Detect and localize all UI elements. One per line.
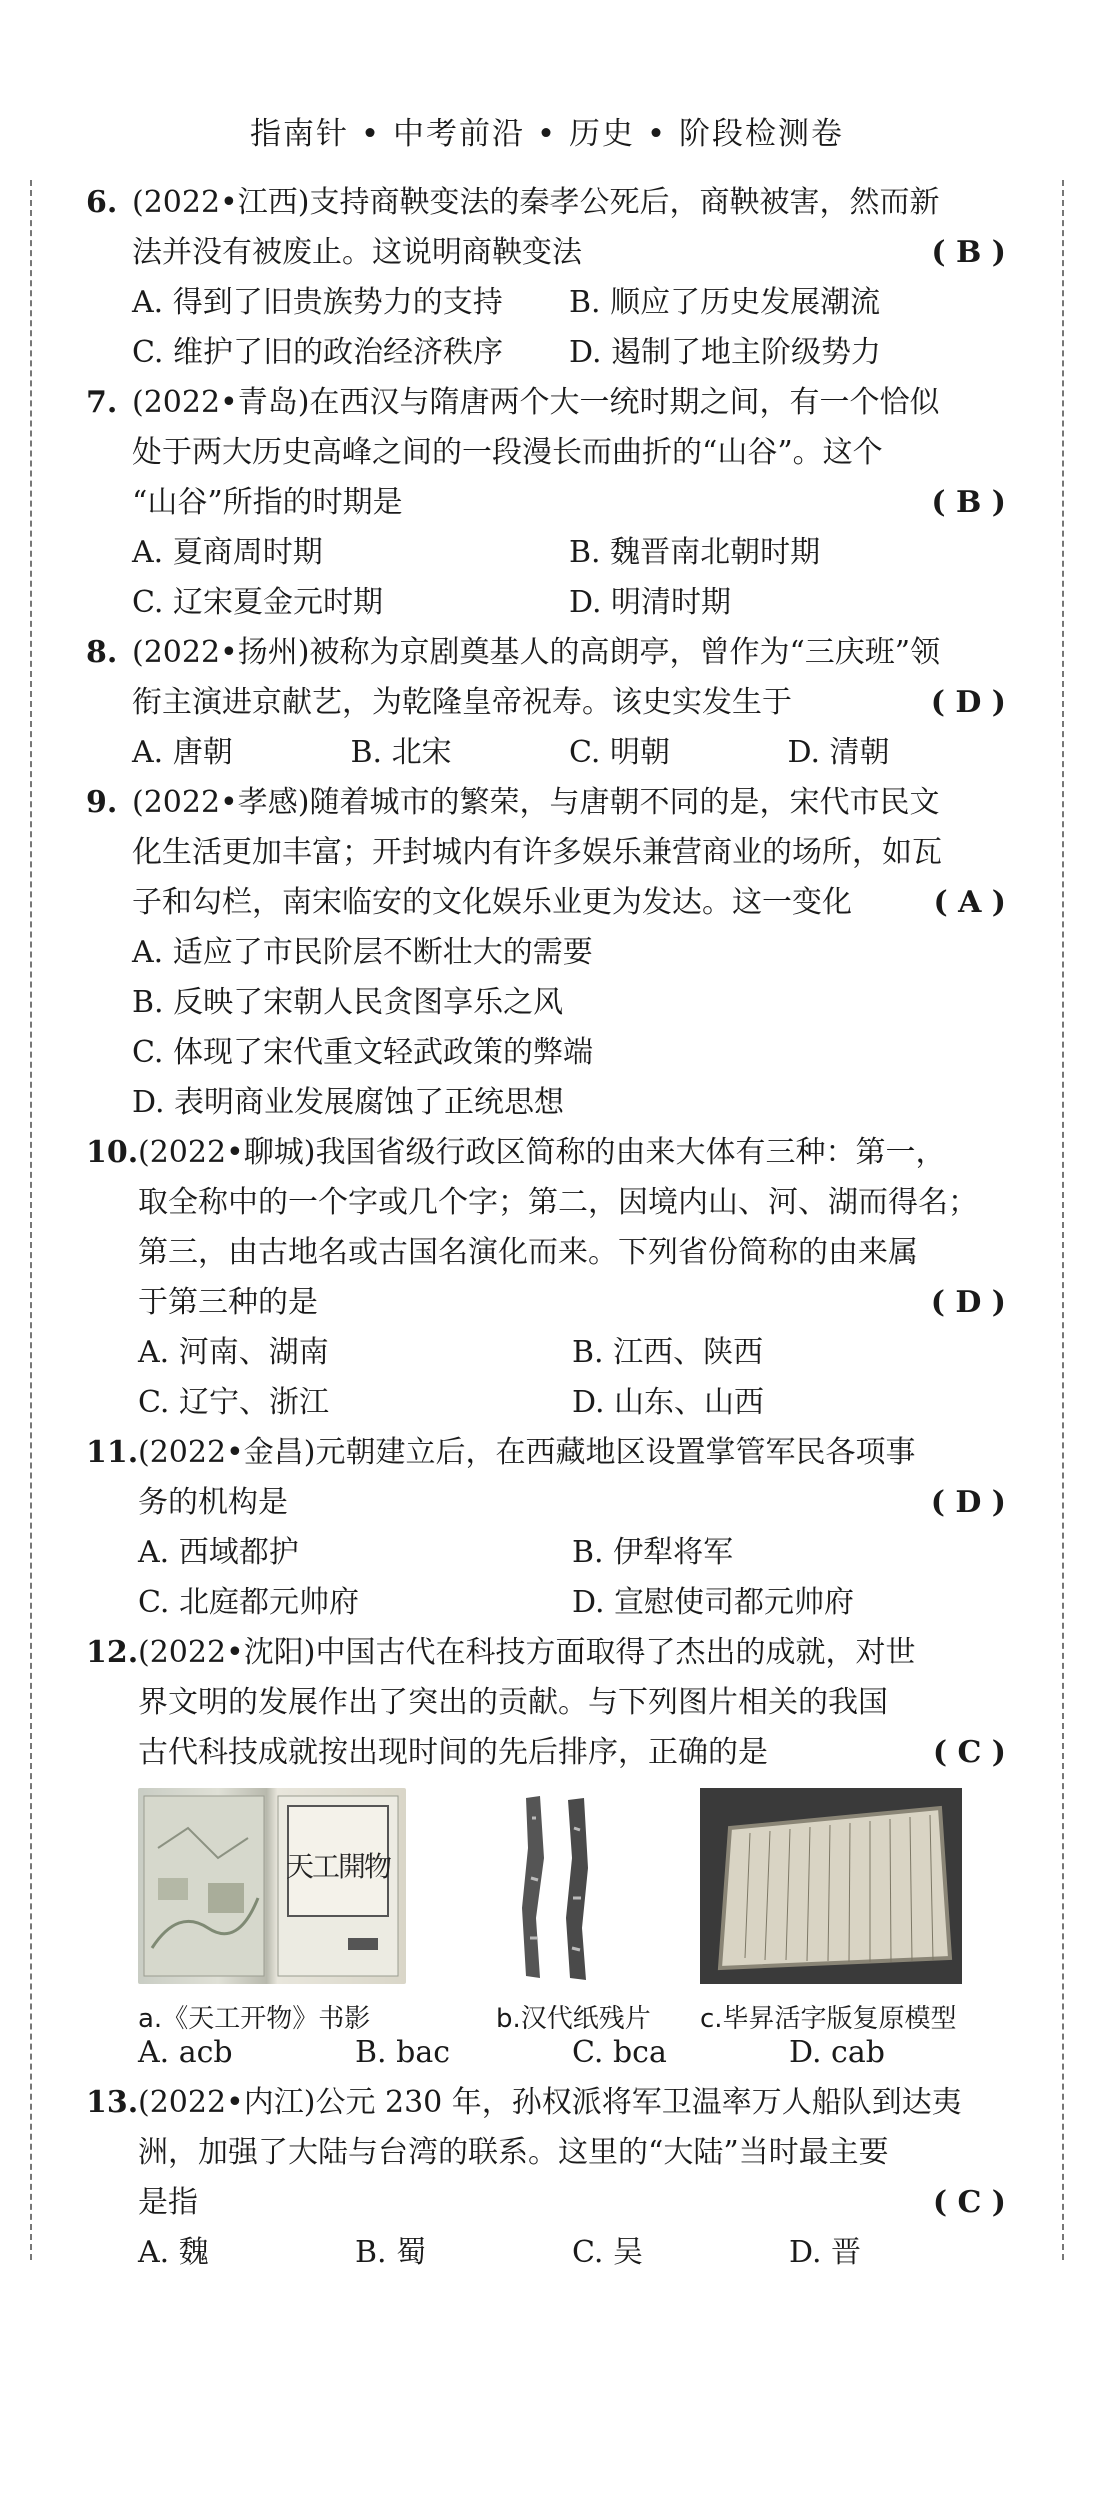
question-number: 6. [86,185,118,220]
question-line: 洲，加强了大陆与台湾的联系。这里的“大陆”当时最主要 [138,2135,889,2170]
option-c: C. 吴 [572,2235,643,2270]
question-line [86,1728,1006,1778]
option-d: D. 遏制了地主阶级势力 [569,335,882,370]
question-line: (2022•聊城)我国省级行政区简称的由来大体有三种：第一， [138,1135,946,1170]
question-line: (2022•江西)支持商鞅变法的秦孝公死后，商鞅被害，然而新 [132,185,940,220]
right-binding-line [1062,180,1064,2260]
option-b: B. 顺应了历史发展潮流 [569,285,881,320]
question-number: 8. [86,635,118,670]
question-7 [86,378,1006,628]
question-line: (2022•青岛)在西汉与隋唐两个大一统时期之间，有一个恰似 [132,385,940,420]
option-b: B. 江西、陕西 [572,1335,764,1370]
options [86,2228,1006,2278]
figure-row [86,1788,1006,2034]
answer: ( B ) [931,235,1006,270]
options [86,1328,1006,1428]
option-c: C. 明朝 [569,735,670,770]
option-a: A. 唐朝 [132,735,233,770]
answer: ( D ) [930,685,1006,720]
option-c: C. bca [572,2035,667,2070]
option-d: D. cab [789,2035,885,2070]
option-b: B. 伊犁将军 [572,1535,734,1570]
question-13 [86,2078,1006,2278]
question-line [86,478,1006,528]
question-line: 取全称中的一个字或几个字；第二，因境内山、河、湖而得名； [138,1185,978,1220]
question-list [86,178,1006,2278]
options [86,528,1006,628]
question-line: 化生活更加丰富；开封城内有许多娱乐兼营商业的场所，如瓦 [132,835,942,870]
question-number: 7. [86,385,118,420]
question-number: 10. [86,1135,139,1170]
tiangong-kaiwu-book-image [138,1788,406,1984]
options [86,1528,1006,1628]
question-number: 13. [86,2085,139,2120]
option-d: D. 山东、山西 [572,1385,765,1420]
option-a: A. 得到了旧贵族势力的支持 [132,285,503,320]
question-line [86,1478,1006,1528]
question-number: 11. [86,1435,139,1470]
question-12 [86,1628,1006,2078]
option-b: B. 魏晋南北朝时期 [569,535,821,570]
question-line-text: “山谷”所指的时期是 [132,485,403,520]
question-number: 9. [86,785,118,820]
question-line-text: 于第三种的是 [138,1285,318,1320]
option-d: D. 清朝 [787,735,890,770]
figure-c [616,1788,962,2034]
option-d: D. 明清时期 [569,585,732,620]
question-line [86,2178,1006,2228]
answer: ( C ) [932,2185,1006,2220]
option-a: A. 西域都护 [138,1535,299,1570]
answer: ( A ) [933,885,1006,920]
option-a: A. 适应了市民阶层不断壮大的需要 [132,935,593,970]
question-line [86,878,1006,928]
question-line-text: 古代科技成就按出现时间的先后排序，正确的是 [138,1735,768,1770]
option-c: C. 体现了宋代重文轻武政策的弊端 [132,1035,593,1070]
option-c: C. 维护了旧的政治经济秩序 [132,335,503,370]
option-a: A. 夏商周时期 [132,535,323,570]
figure-caption: a.《天工开物》书影 [138,2004,371,2034]
answer: ( B ) [931,485,1006,520]
option-d: D. 表明商业发展腐蚀了正统思想 [132,1085,565,1120]
han-paper-fragment-image [496,1788,616,1984]
answer: ( D ) [930,1285,1006,1320]
figure-b [406,1788,651,2034]
options [86,728,1006,778]
book-cover-title: 天工開物 [285,1850,391,1883]
question-line: (2022•内江)公元 230 年，孙权派将军卫温率万人船队到达夷 [138,2085,962,2120]
question-line [86,1278,1006,1328]
question-line: 界文明的发展作出了突出的贡献。与下列图片相关的我国 [138,1685,888,1720]
movable-type-model-image [700,1788,962,1984]
option-a: A. acb [138,2035,233,2070]
question-number: 12. [86,1635,139,1670]
question-line: (2022•扬州)被称为京剧奠基人的高朗亭，曾作为“三庆班”领 [132,635,941,670]
option-c: C. 辽宁、浙江 [138,1385,329,1420]
option-b: B. 蜀 [355,2235,427,2270]
question-9 [86,778,1006,1128]
question-line-text: 衔主演进京献艺，为乾隆皇帝祝寿。该史实发生于 [132,685,792,720]
option-b: B. 北宋 [350,735,452,770]
option-d: D. 宣慰使司都元帅府 [572,1585,855,1620]
option-a: A. 魏 [138,2235,209,2270]
question-8 [86,628,1006,778]
question-line-text: 务的机构是 [138,1485,288,1520]
option-b: B. 反映了宋朝人民贪图享乐之风 [132,985,564,1020]
question-6 [86,178,1006,378]
question-line-text: 法并没有被废止。这说明商鞅变法 [132,235,582,270]
page-header: 指南针 • 中考前沿 • 历史 • 阶段检测卷 [250,116,844,152]
figure-caption: c.毕昇活字版复原模型 [700,2004,957,2034]
question-line: (2022•孝感)随着城市的繁荣，与唐朝不同的是，宋代市民文 [132,785,940,820]
question-line-text: 是指 [138,2185,198,2220]
option-c: C. 北庭都元帅府 [138,1585,359,1620]
figure-caption: b.汉代纸残片 [496,2004,651,2034]
options [86,278,1006,378]
question-line [86,228,1006,278]
figure-a [138,1788,406,2034]
option-c: C. 辽宋夏金元时期 [132,585,383,620]
question-line: (2022•沈阳)中国古代在科技方面取得了杰出的成就，对世 [138,1635,916,1670]
answer: ( C ) [932,1735,1006,1770]
option-b: B. bac [355,2035,451,2070]
options [86,928,1006,1128]
question-line [86,678,1006,728]
question-10 [86,1128,1006,1428]
question-line: 处于两大历史高峰之间的一段漫长而曲折的“山谷”。这个 [132,435,883,470]
option-d: D. 晋 [789,2235,862,2270]
option-a: A. 河南、湖南 [138,1335,329,1370]
answer: ( D ) [930,1485,1006,1520]
question-11 [86,1428,1006,1628]
question-line-text: 子和勾栏，南宋临安的文化娱乐业更为发达。这一变化 [132,885,852,920]
question-line: (2022•金昌)元朝建立后，在西藏地区设置掌管军民各项事 [138,1435,916,1470]
question-line: 第三，由古地名或古国名演化而来。下列省份简称的由来属 [138,1235,918,1270]
left-binding-line [30,180,32,2260]
